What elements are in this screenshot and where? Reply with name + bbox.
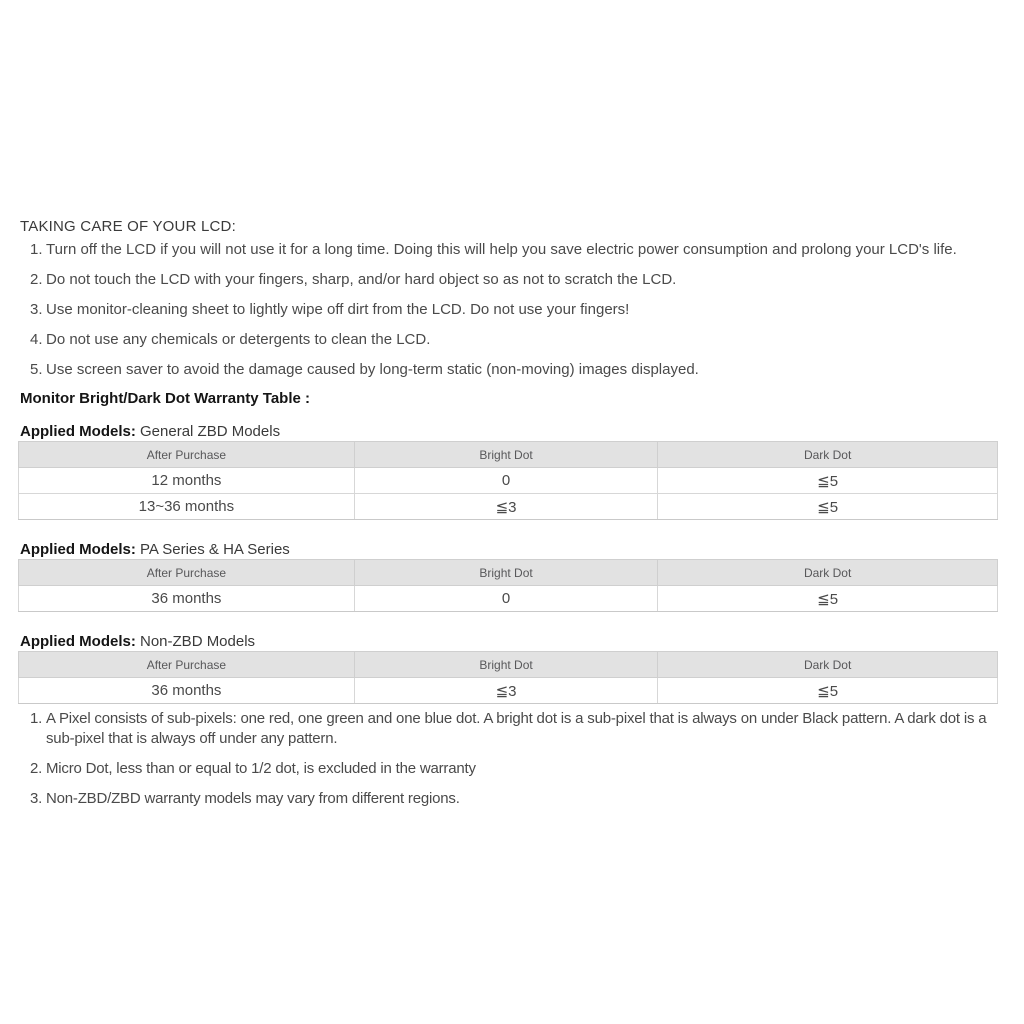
table-cell: ≦5 <box>658 468 998 494</box>
warranty-table <box>18 559 998 612</box>
table-cell: 12 months <box>19 468 355 494</box>
list-item-number: 2. <box>30 760 43 777</box>
table-body <box>19 678 998 704</box>
column-header: Dark Dot <box>658 652 998 678</box>
list-item-number: 3. <box>30 790 43 807</box>
footnotes-list <box>18 709 998 809</box>
list-item-text: Use monitor-cleaning sheet to lightly wipe off dirt from the LCD. Do not use your fingers! <box>46 301 630 318</box>
care-list-item <box>18 239 998 260</box>
care-section-title: TAKING CARE OF YOUR LCD: <box>20 218 236 235</box>
column-header: Dark Dot <box>658 560 998 586</box>
column-header: After Purchase <box>19 560 355 586</box>
table-cell: 0 <box>354 586 657 612</box>
footnote-item <box>18 789 998 809</box>
applied-models-label <box>20 632 998 651</box>
care-list-item <box>18 359 998 380</box>
list-item-number: 5. <box>30 361 43 378</box>
applied-models-label <box>20 422 998 441</box>
table-cell: ≦3 <box>354 678 657 704</box>
care-list-item <box>18 269 998 290</box>
column-header: Bright Dot <box>354 560 657 586</box>
list-item-text: Use screen saver to avoid the damage caused by long-term static (non-moving) images displayed. <box>46 361 699 378</box>
list-item-text: Do not touch the LCD with your fingers, sharp, and/or hard object so as not to scratch the LCD. <box>46 271 677 288</box>
applied-models-label-bold: Applied Models: <box>20 541 136 558</box>
table-row <box>19 468 998 494</box>
list-item-text: Micro Dot, less than or equal to 1/2 dot, is excluded in the warranty <box>46 760 476 777</box>
table-header-row <box>19 652 998 678</box>
warranty-document-page <box>18 217 998 819</box>
warranty-table <box>18 441 998 520</box>
applied-models-label-models: PA Series & HA Series <box>135 541 290 558</box>
table-row <box>19 678 998 704</box>
applied-models-label <box>20 540 998 559</box>
column-header: After Purchase <box>19 442 355 468</box>
table-cell: 0 <box>354 468 657 494</box>
warranty-table-section <box>18 632 998 704</box>
column-header: Bright Dot <box>354 442 657 468</box>
table-cell: ≦5 <box>658 494 998 520</box>
warranty-tables-container <box>18 422 998 704</box>
table-row <box>19 494 998 520</box>
list-item-number: 3. <box>30 301 43 318</box>
table-head <box>19 442 998 468</box>
table-cell: ≦5 <box>658 678 998 704</box>
table-body <box>19 586 998 612</box>
footnote-item <box>18 759 998 779</box>
care-list-item <box>18 329 998 350</box>
warranty-table-section <box>18 422 998 520</box>
table-header-row <box>19 442 998 468</box>
table-cell: 13~36 months <box>19 494 355 520</box>
footnote-item <box>18 709 998 749</box>
care-instructions-list <box>18 239 998 380</box>
table-cell: 36 months <box>19 586 355 612</box>
table-row <box>19 586 998 612</box>
applied-models-label-bold: Applied Models: <box>20 633 136 650</box>
warranty-table <box>18 651 998 704</box>
list-item-text: Turn off the LCD if you will not use it for a long time. Doing this will help you save electric power consumption and prolong your LCD's life. <box>46 241 957 258</box>
table-head <box>19 652 998 678</box>
column-header: Bright Dot <box>354 652 657 678</box>
warranty-table-section <box>18 540 998 612</box>
care-list-item <box>18 299 998 320</box>
table-cell: 36 months <box>19 678 355 704</box>
list-item-text: A Pixel consists of sub-pixels: one red, one green and one blue dot. A bright dot is a sub-pixel that is always on under Black pattern. A dark dot is a sub-pixel that is always off under any pattern. <box>46 710 987 747</box>
list-item-text: Non-ZBD/ZBD warranty models may vary from different regions. <box>46 790 460 807</box>
applied-models-label-models: General ZBD Models <box>135 423 281 440</box>
table-header-row <box>19 560 998 586</box>
list-item-text: Do not use any chemicals or detergents to clean the LCD. <box>46 331 431 348</box>
warranty-table-title: Monitor Bright/Dark Dot Warranty Table : <box>20 390 311 407</box>
table-cell: ≦5 <box>658 586 998 612</box>
list-item-number: 1. <box>30 710 43 727</box>
column-header: Dark Dot <box>658 442 998 468</box>
list-item-number: 1. <box>30 241 43 258</box>
table-cell: ≦3 <box>354 494 657 520</box>
table-head <box>19 560 998 586</box>
table-body <box>19 468 998 520</box>
list-item-number: 4. <box>30 331 43 348</box>
applied-models-label-bold: Applied Models: <box>20 423 136 440</box>
column-header: After Purchase <box>19 652 355 678</box>
list-item-number: 2. <box>30 271 43 288</box>
applied-models-label-models: Non-ZBD Models <box>135 633 256 650</box>
